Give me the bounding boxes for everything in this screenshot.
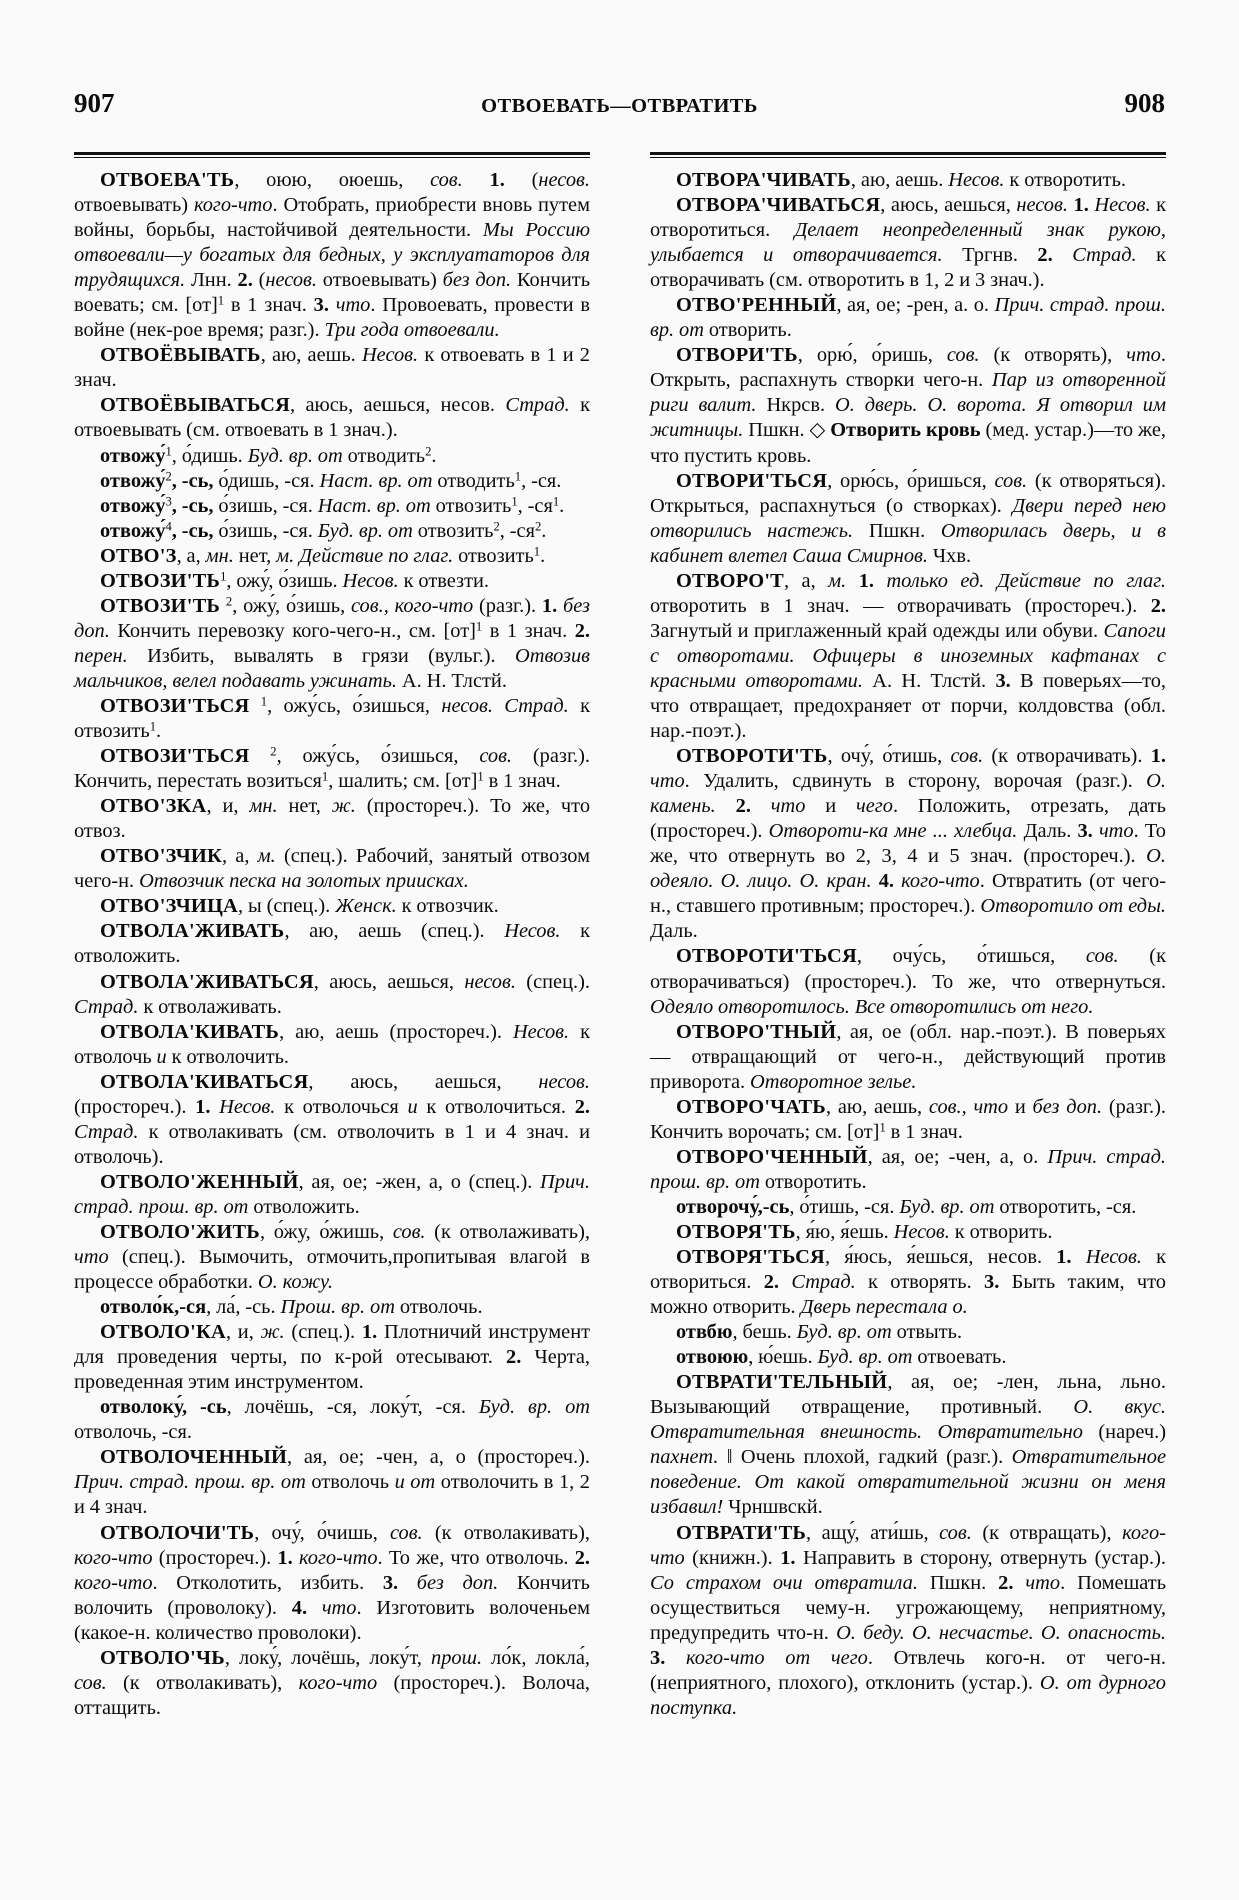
dictionary-entry: ОТВРАТИ'ТЕЛЬНЫЙ, ая, ое; -лен, льна, льно. Вызывающий отвращение, противный. О. вкус. Отвратительная внешность. Отвратительно (нареч.) пахнет. ‖ Очень плохой, гадкий (разг.). Отвратительное поведение. От какой отвратительной жизни он меня избавил! Чрншвскй. — [650, 1371, 1166, 1519]
dictionary-entry: отвожу́$^1$, о́дишь. Буд. вр. от отводить$^2$. — [100, 443, 437, 467]
dictionary-entry: ОТВОЕВА'ТЬ, оюю, оюешь, сов. 1. (несов. отвоевывать) кого-что. Отобрать, приобрести вновь путем войны, борьбы, настойчивой деятельности. Мы Россию отвоевали—у богатых для бедных, у эксплуататоров для трудящихся. Лнн. 2. (несов. отвоевывать) без доп. Кончить воевать; см. [от]$^1$ в 1 знач. 3. что. Провоевать, провести в войне (нек-рое время; разг.). Три года отвоевали. — [74, 169, 591, 342]
dictionary-entry: ОТВОРО'ЧЕННЫЙ, ая, ое; -чен, а, о. Прич. страд. прош. вр. от отворотить. — [650, 1145, 1167, 1193]
dictionary-entry: ОТВОЛА'ЖИВАТЬ, аю, аешь (спец.). Несов. к отволожить. — [74, 920, 590, 968]
dictionary-entry: ОТВОРО'Т, а, м. 1. только ед. Действие по глаг. отворотить в 1 знач. — отворачивать (простореч.). 2. Загнутый и приглаженный край одежды или обуви. Сапоги с отворотами. Офицеры в иноземных кафтанах с красными отворотами. А. Н. Тлстй. 3. В поверьях—то, что отвращает, предохраняет от порчи, колдовства (обл. нар.-поэт.). — [650, 569, 1167, 743]
dictionary-entry: ОТВО'РЕННЫЙ, ая, ое; -рен, а. о. Прич. страд. прош. вр. от отворить. — [650, 294, 1166, 342]
dictionary-entry: отволо́к,-ся, ла́, -сь. Прош. вр. от отволочь. — [100, 1296, 483, 1319]
left-column — [74, 168, 590, 1721]
rule-left — [74, 152, 590, 159]
dictionary-entry: ОТВОЗИ'ТЬСЯ $^2$, ожу́сь, о́зишься, сов. (разг.). Кончить, перестать возиться$^1$, шалить; см. [от]$^1$ в 1 знач. — [74, 744, 590, 793]
dictionary-entry: ОТВОЁВЫВАТЬ, аю, аешь. Несов. к отвоевать в 1 и 2 знач. — [74, 344, 591, 392]
dictionary-entry: ОТВОЛА'КИВАТЬ, аю, аешь (простореч.). Несов. к отволочь и к отволочить. — [74, 1020, 590, 1068]
dictionary-entry: отволоку́, -сь, лочёшь, -ся, локу́т, -ся. Буд. вр. от отволочь, -ся. — [74, 1396, 591, 1444]
dictionary-entry: ОТВОРИ'ТЬ, орю́, о́ришь, сов. (к отворять), что. Открыть, распахнуть створки чего-н. Пар из отворенной риги валит. Нкрсв. О. дверь. О. ворота. Я отворил им житницы. Пшкн. ◇ Отворить кровь (мед. устар.)—то же, что пустить кровь. — [650, 344, 1167, 467]
dictionary-entry: ОТВОРА'ЧИВАТЬСЯ, аюсь, аешься, несов. 1. Несов. к отворотиться. Делает неопределенный знак рукою, улыбается и отворачивается. Тргнв. 2. Страд. к отворачивать (см. отворотить в 1, 2 и 3 знач.). — [650, 194, 1166, 292]
dictionary-entry: ОТВОЛО'ЖЕННЫЙ, ая, ое; -жен, а, о (спец.). Прич. страд. прош. вр. от отволожить. — [74, 1170, 590, 1218]
dictionary-entry: отвожу́$^4$, -сь, о́зишь, -ся. Буд. вр. от отвозить$^2$, $-ся^2$. — [100, 519, 547, 542]
rule-right — [650, 152, 1166, 159]
dictionary-entry: ОТВОЛО'КА, и, ж. (спец.). 1. Плотничий инструмент для проведения черты, по к-рой отесывают. 2. Черта, проведенная этим инструментом. — [74, 1321, 591, 1394]
running-head-title: ОТВОЕВАТЬ—ОТВРАТИТЬ — [481, 95, 758, 117]
dictionary-entry: ОТВОРЯ'ТЬСЯ, я́юсь, я́ешься, несов. 1. Несов. к отвориться. 2. Страд. к отворять. 3. Быть таким, что можно отворить. Дверь перестала о. — [650, 1246, 1166, 1319]
dictionary-entry: отвожу́$^3$, -сь, о́зишь, -ся. Наст. вр. от отвозить$^1$, $-ся^1$. — [100, 494, 565, 517]
dictionary-entry: ОТВОРОТИ'ТЬ, очу́, о́тишь, сов. (к отворачивать). 1. что. Удалить, сдвинуть в сторону, ворочая (разг.). О. камень. 2. что и чего. Положить, отрезать, дать (простореч.). Отвороти-ка мне ... хлебца. Даль. 3. что. То же, что отвернуть во 2, 3, 4 и 5 знач. (простореч.). О. одеяло. О. лицо. О. кран. 4. кого-что. Отвратить (от чего-н., ставшего противным; простореч.). Отворотило от еды. Даль. — [650, 745, 1167, 943]
dictionary-entry: ОТВОЛО'ЖИТЬ, о́жу, о́жишь, сов. (к отволаживать), что (спец.). Вымочить, отмочить,пропитывая влагой в процессе обработки. О. кожу. — [74, 1220, 590, 1294]
column-rules — [74, 152, 1166, 159]
columns-container — [74, 168, 1166, 1721]
dictionary-entry: ОТВОЛОЧИ'ТЬ, очу́, о́чишь, сов. (к отволакивать), кого-что (простореч.). 1. кого-что. То же, что отволочь. 2. кого-что. Отколотить, избить. 3. без доп. Кончить волочить (проволоку). 4. что. Изготовить волоченьем (какое-н. количество проволоки). — [74, 1521, 590, 1644]
dictionary-entry: ОТВОРО'ЧАТЬ, аю, аешь, сов., что и без доп. (разг.). Кончить ворочать; см. [от]$^1$ в 1 знач. — [650, 1095, 1166, 1143]
dictionary-entry: ОТВОЗИ'ТЬСЯ $^1$, ожу́сь, о́зишься, несов. Страд. к отвозить$^1$. — [74, 694, 590, 743]
folio-left: 907 — [74, 88, 115, 118]
dictionary-entry: ОТВО'ЗЧИЦА, ы (спец.). Женск. к отвозчик. — [100, 895, 499, 918]
dictionary-entry: ОТВРАТИ'ТЬ, ащу́, ати́шь, сов. (к отвращать), кого-что (книжн.). 1. Направить в сторону, отвернуть (устар.). Со страхом очи отвратила. Пшкн. 2. что. Помешать осуществиться чему-н. угрожающему, неприятному, предупредить что-н. О. беду. О. несчастье. О. опасность. 3. кого-что от чего. Отвлечь кого-н. от чего-н. (неприятного, плохого), отклонить (устар.). О. от дурного поступка. — [650, 1521, 1167, 1719]
dictionary-entry: ОТВОЁВЫВАТЬСЯ, аюсь, аешься, несов. Страд. к отвоевывать (см. отвоевать в 1 знач.). — [74, 394, 590, 442]
dictionary-entry: ОТВОЗИ'ТЬ $^2$, ожу́, о́зишь, сов., кого-что (разг.). 1. без доп. Кончить перевозку кого-чего-н., см. [от]$^1$ в 1 знач. 2. перен. Избить, вывалять в грязи (вульг.). Отвозив мальчиков, велел подавать ужинать. А. Н. Тлстй. — [74, 594, 591, 692]
dictionary-entry: ОТВОЛА'ЖИВАТЬСЯ, аюсь, аешься, несов. (спец.). Страд. к отволаживать. — [74, 970, 590, 1018]
dictionary-entry: отвоюю, ю́ешь. Буд. вр. от отвоевать. — [676, 1346, 1007, 1369]
running-head — [74, 88, 1165, 122]
dictionary-entry: ОТВОЛОЧЕННЫЙ, ая, ое; -чен, а, о (простореч.). Прич. страд. прош. вр. от отволочь и от отволочить в 1, 2 и 4 знач. — [74, 1446, 590, 1519]
dictionary-entry: ОТВОРА'ЧИВАТЬ, аю, аешь. Несов. к отворотить. — [676, 169, 1126, 191]
dictionary-entry: ОТВОРИ'ТЬСЯ, орю́сь, о́ришься, сов. (к отворяться). Открыться, распахнуться (о створках). Двери перед нею отворились настежь. Пшкн. Отворилась дверь, и в кабинет влетел Саша Смирнов. Чхв. — [650, 469, 1166, 567]
dictionary-entry: ОТВО'ЗЧИК, а, м. (спец.). Рабочий, занятый отвозом чего-н. Отвозчик песка на золотых приисках. — [74, 845, 590, 893]
dictionary-entry: ОТВО'ЗКА, и, мн. нет, ж. (простореч.). То же, что отвоз. — [74, 795, 591, 843]
dictionary-entry: отворочу́,-сь, о́тишь, -ся. Буд. вр. от отворотить, -ся. — [676, 1195, 1137, 1218]
dictionary-entry: $ОТВОЗИ'ТЬ^1$, ожу́, о́зишь. Несов. к отвезти. — [100, 569, 490, 592]
dictionary-entry: ОТВОРЯ'ТЬ, я́ю, я́ешь. Несов. к отворить. — [676, 1220, 1053, 1243]
dictionary-entry: ОТВОЛО'ЧЬ, локу́, лочёшь, локу́т, прош. ло́к, локла́, сов. (к отволакивать), кого-что (простореч.). Волоча, оттащить. — [74, 1646, 590, 1719]
dictionary-entry: отвожу́$^2$, -сь, о́дишь, -ся. Наст. вр. от отводить$^1$, -ся. — [100, 469, 562, 492]
folio-right: 908 — [1124, 88, 1165, 118]
dictionary-entry: ОТВОРО'ТНЫЙ, ая, ое (обл. нар.-поэт.). В поверьях — отвращающий от чего-н., действующий против приворота. Отворотное зелье. — [650, 1020, 1166, 1093]
dictionary-entry: ОТВО'З, а, мн. нет, м. Действие по глаг. отвозить$^1$. — [100, 544, 546, 567]
dictionary-entry: отвбю, бешь. Буд. вр. от отвыть. — [676, 1321, 963, 1344]
right-column — [650, 168, 1166, 1721]
dictionary-entry: ОТВОЛА'КИВАТЬСЯ, аюсь, аешься, несов. (простореч.). 1. Несов. к отволочься и к отволочиться. 2. Страд. к отволакивать (см. отволочить в 1 и 4 знач. и отволочь). — [74, 1070, 590, 1168]
dictionary-entry: ОТВОРОТИ'ТЬСЯ, очу́сь, о́тишься, сов. (к отворачиваться) (простореч.). То же, что отвернуться. Одеяло отворотилось. Все отворотились от него. — [650, 945, 1166, 1018]
